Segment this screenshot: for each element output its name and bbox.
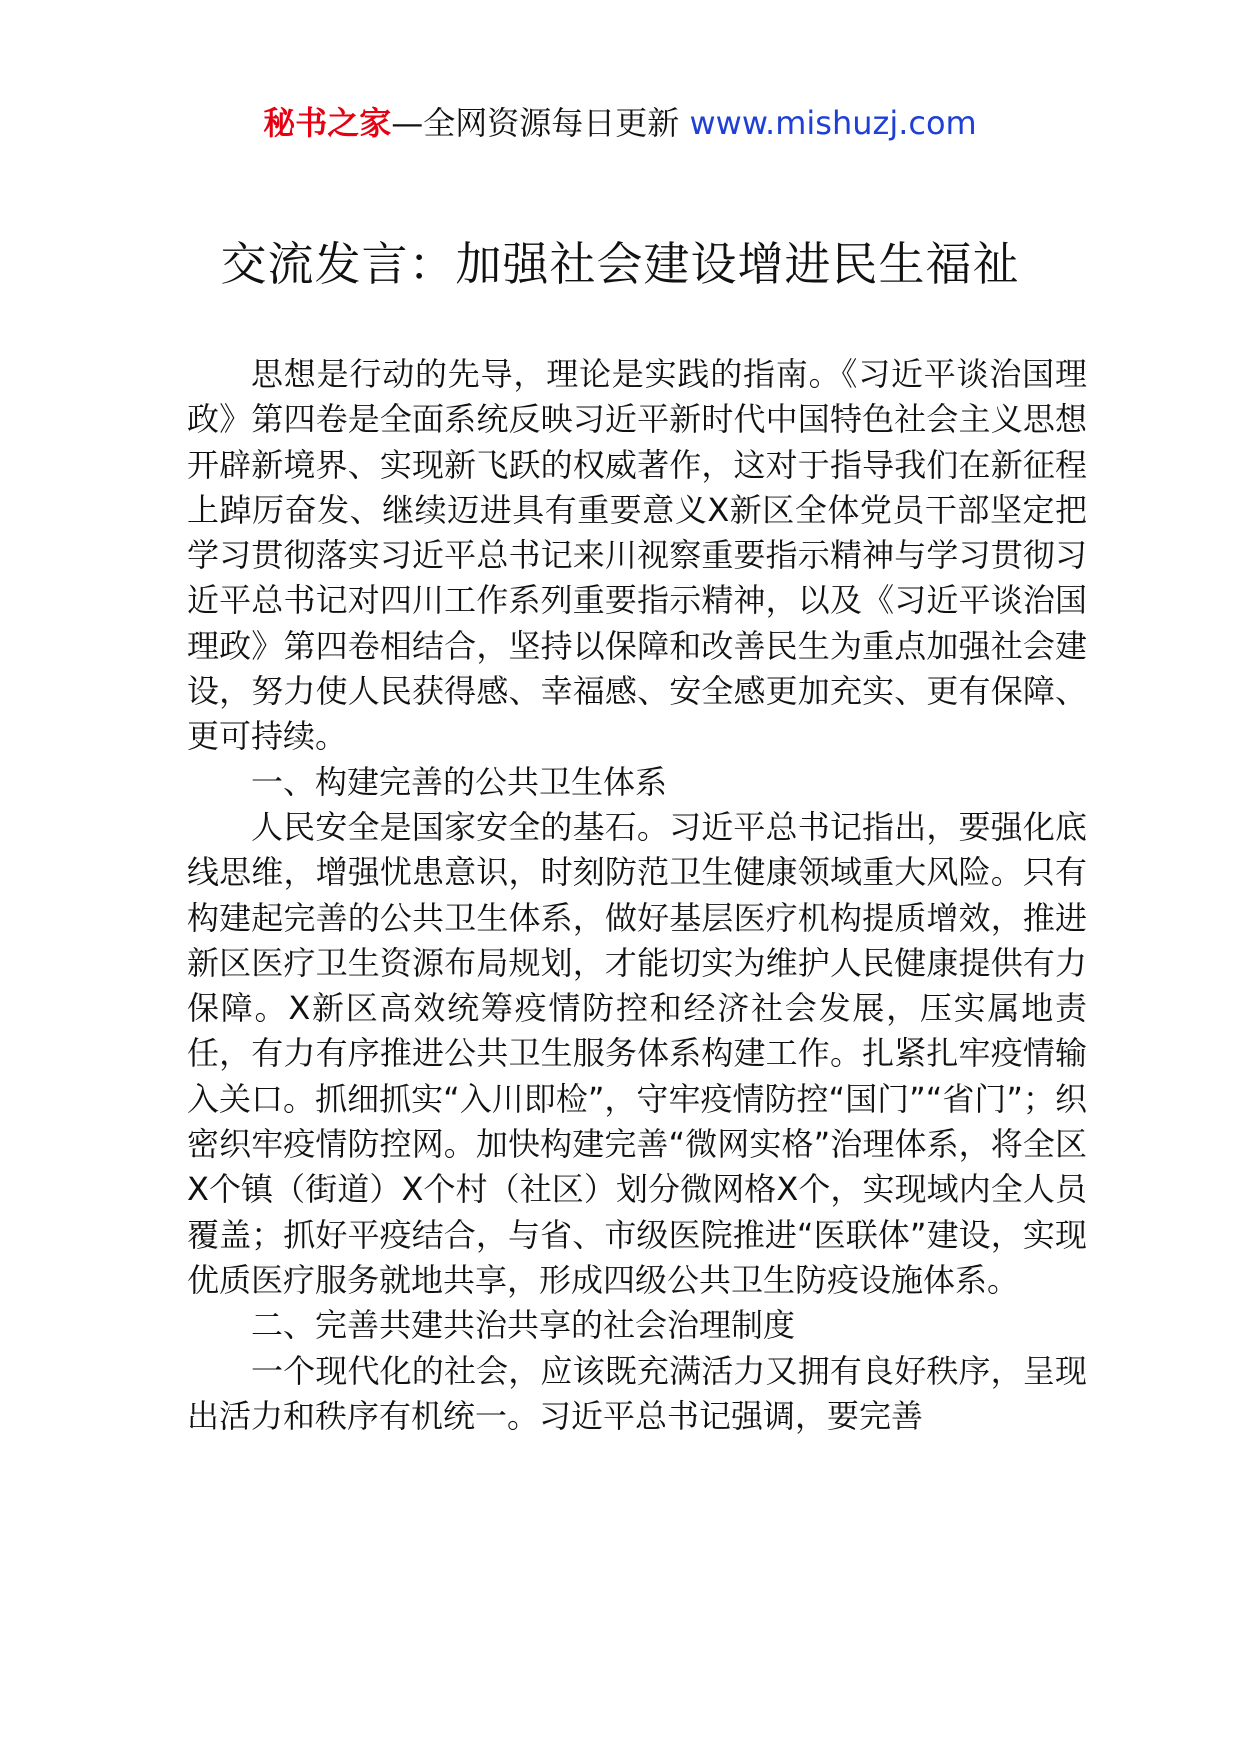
- section-1-paragraph: 人民安全是国家安全的基石。习近平总书记指出，要强化底线思维，增强忧患意识，时刻防范卫生健康领域重大风险。只有构建起完善的公共卫生体系，做好基层医疗机构提质增效，推进新区医疗卫生资源布局规划，才能切实为维护人民健康提供有力保障。X新区高效统筹疫情防控和经济社会发展，压实属地责任，有力有序推进公共卫生服务体系构建工作。扎紧扎牢疫情输入关口。抓细抓实“入川即检”，守牢疫情防控“国门”“省门”；织密织牢疫情防控网。加快构建完善“微网实格”治理体系，将全区X个镇（街道）X个村（社区）划分微网格X个，实现域内全人员覆盖；抓好平疫结合，与省、市级医院推进“医联体”建设，实现优质医疗服务就地共享，形成四级公共卫生防疫设施体系。: [187, 807, 1087, 1299]
- site-banner: [0, 100, 1240, 146]
- section-2-paragraph: 一个现代化的社会，应该既充满活力又拥有良好秩序，呈现出活力和秩序有机统一。习近平总书记强调，要完善: [187, 1351, 1087, 1435]
- document-title: 交流发言：加强社会建设增进民生福祉: [220, 237, 1020, 291]
- section-heading-2: 二、完善共建共治共享的社会治理制度: [251, 1306, 796, 1345]
- site-slogan: —全网资源每日更新: [391, 104, 690, 142]
- section-heading-1: 一、构建完善的公共卫生体系: [251, 762, 668, 801]
- document-body: [187, 352, 1087, 1439]
- site-brand: 秘书之家: [263, 104, 392, 142]
- intro-paragraph: 思想是行动的先导，理论是实践的指南。《习近平谈治国理政》第四卷是全面系统反映习近平新时代中国特色社会主义思想开辟新境界、实现新飞跃的权威著作，这对于指导我们在新征程上踔厉奋发、继续迈进具有重要意义X新区全体党员干部坚定把学习贯彻落实习近平总书记来川视察重要指示精神与学习贯彻习近平总书记对四川工作系列重要指示精神，以及《习近平谈治国理政》第四卷相结合，坚持以保障和改善民生为重点加强社会建设，努力使人民获得感、幸福感、安全感更加充实、更有保障、更可持续。: [187, 355, 1087, 756]
- site-url-link[interactable]: www.mishuzj.com: [689, 104, 977, 142]
